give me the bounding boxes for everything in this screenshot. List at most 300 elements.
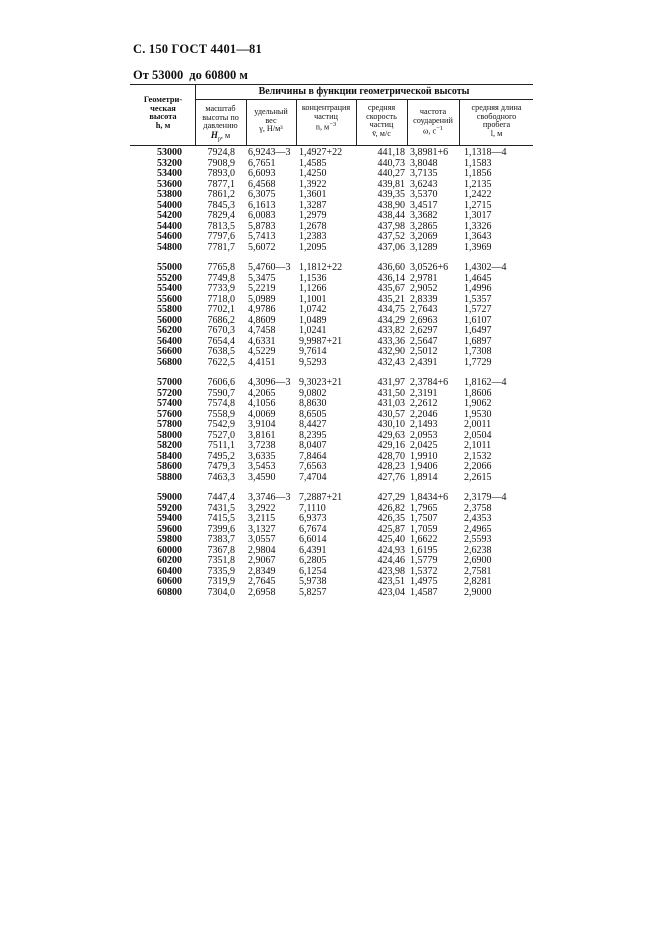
column-specific-weight <box>248 148 296 598</box>
table-cell: 1,1856 <box>464 168 492 179</box>
table-cell: 1,7507 <box>410 513 438 524</box>
table-cell: 7367,8 <box>207 544 235 556</box>
table-cell: 1,6195 <box>410 544 438 556</box>
table-cell: 6,6093 <box>248 168 276 179</box>
table-cell: 1,9910 <box>410 450 438 462</box>
table-cell: 1,1583 <box>464 157 492 169</box>
table-cell: 431,03 <box>377 398 405 409</box>
header-mean-particle-speed: средняя скорость частиц v̄, м/с <box>366 103 397 138</box>
table-cell: 58400 <box>157 450 182 462</box>
table-cell: 1,3922 <box>299 178 327 190</box>
table-cell: 423,51 <box>377 576 405 587</box>
table-cell: 1,2715 <box>464 199 492 211</box>
table-cell: 1,1001 <box>299 293 327 305</box>
table-cell: 6,9373 <box>299 513 327 524</box>
table-cell: 5,3475 <box>248 272 276 284</box>
table-cell: 1,7965 <box>410 502 438 514</box>
table-cell: 57800 <box>157 419 182 430</box>
table-cell: 7319,9 <box>207 576 235 587</box>
table-cell: 7527,0 <box>207 429 235 441</box>
table-cell: 2,2066 <box>464 461 492 472</box>
table-cell: 7765,8 <box>207 262 235 273</box>
table-cell: 59400 <box>157 513 182 524</box>
table-cell: 55600 <box>157 293 182 305</box>
table-cell: 2,6297 <box>410 325 438 336</box>
table-cell: 56400 <box>157 335 182 347</box>
table-cell: 1,9062 <box>464 398 492 409</box>
table-cell: 7924,8 <box>207 147 235 158</box>
table-cell: 2,9000 <box>464 586 492 598</box>
table-cell: 2,6238 <box>464 544 492 556</box>
table-cell: 432,90 <box>377 346 405 357</box>
table-cell: 1,3643 <box>464 231 492 242</box>
table-cell: 3,3746—3 <box>248 492 291 503</box>
table-cell: 60600 <box>157 576 182 587</box>
table-cell: 424,93 <box>377 544 405 556</box>
table-cell: 2,6900 <box>464 555 492 566</box>
table-cell: 7606,6 <box>207 377 235 388</box>
table-cell: 1,5779 <box>410 555 438 566</box>
table-cell: 2,9804 <box>248 544 276 556</box>
table-cell: 9,5293 <box>299 356 327 368</box>
table-cell: 1,7059 <box>410 523 438 535</box>
table-cell: 55000 <box>157 262 182 273</box>
table-cell: 54000 <box>157 199 182 211</box>
table-cell: 2,7645 <box>248 576 276 587</box>
table-cell: 7431,5 <box>207 502 235 514</box>
table-cell: 2,1532 <box>464 450 492 462</box>
table-cell: 7,4704 <box>299 471 327 483</box>
header-mean-free-path: средняя длина свободного пробега l, м <box>471 103 522 138</box>
column-mean-free-path <box>464 148 522 598</box>
table-cell: 425,87 <box>377 523 405 535</box>
table-cell: 3,5453 <box>248 461 276 472</box>
table-cell: 7781,7 <box>207 241 235 253</box>
table-cell: 439,35 <box>377 189 405 200</box>
table-cell: 2,5593 <box>464 534 492 545</box>
table-cell: 7351,8 <box>207 555 235 566</box>
table-cell: 7447,4 <box>207 492 235 503</box>
table-cell: 1,3326 <box>464 220 492 232</box>
table-cell: 2,3758 <box>464 502 492 514</box>
table-cell: 7797,6 <box>207 231 235 242</box>
table-cell: 60400 <box>157 565 182 577</box>
table-cell: 60000 <box>157 544 182 556</box>
table-cell: 7718,0 <box>207 293 235 305</box>
table-cell: 55400 <box>157 283 182 294</box>
table-cell: 4,8609 <box>248 314 276 326</box>
table-cell: 1,4975 <box>410 576 438 587</box>
header-specific-weight: удельный вес γ, Н/м³ <box>254 107 288 134</box>
table-cell: 7702,1 <box>207 304 235 315</box>
table-cell: 2,8349 <box>248 565 276 577</box>
range-to: до 60800 м <box>189 68 248 82</box>
table-cell: 4,0069 <box>248 408 276 420</box>
table-cell: 5,0989 <box>248 293 276 305</box>
table-cell: 1,2383 <box>299 231 327 242</box>
column-altitude <box>154 148 182 598</box>
table-cell: 5,8257 <box>299 586 327 598</box>
table-cell: 441,18 <box>377 147 405 158</box>
table-cell: 7749,8 <box>207 272 235 284</box>
table-cell: 1,6622 <box>410 534 438 545</box>
table-cell: 2,9067 <box>248 555 276 566</box>
table-cell: 6,4568 <box>248 178 276 190</box>
table-cell: 430,57 <box>377 408 405 420</box>
table-cell: 7495,2 <box>207 450 235 462</box>
table-cell: 7,8464 <box>299 450 327 462</box>
table-cell: 437,98 <box>377 220 405 232</box>
header-collision-frequency: частота соударений ω, $с^{-1}$ <box>413 107 453 136</box>
table-cell: 1,8606 <box>464 387 492 399</box>
table-cell: 4,5229 <box>248 346 276 357</box>
table-cell: 7670,3 <box>207 325 235 336</box>
table-cell: 2,8339 <box>410 293 438 305</box>
table-cell: 4,4151 <box>248 356 276 368</box>
table-cell: 58200 <box>157 440 182 451</box>
table-cell: 6,4391 <box>299 544 327 556</box>
header-pressure-scale-height: масштаб высоты по давлению $H_p$, м <box>202 104 239 143</box>
table-cell: 435,21 <box>377 293 405 305</box>
table-cell: 431,50 <box>377 387 405 399</box>
table-cell: 1,0489 <box>299 314 327 326</box>
table-cell: 1,4927+22 <box>299 147 343 158</box>
table-cell: 7304,0 <box>207 586 235 598</box>
table-cell: 1,6497 <box>464 325 492 336</box>
table-cell: 437,06 <box>377 241 405 253</box>
table-cell: 7558,9 <box>207 408 235 420</box>
table-cell: 3,8161 <box>248 429 276 441</box>
table-cell: 2,2046 <box>410 408 438 420</box>
table-cell: 54800 <box>157 241 182 253</box>
table-cell: 1,4302—4 <box>464 262 507 273</box>
table-cell: 54600 <box>157 231 182 242</box>
table-cell: 3,2069 <box>410 231 438 242</box>
table-cell: 1,4587 <box>410 586 438 598</box>
table-cell: 1,7308 <box>464 346 492 357</box>
table-cell: 3,2115 <box>248 513 276 524</box>
table-cell: 7,2887+21 <box>299 492 343 503</box>
table-cell: 1,6107 <box>464 314 492 326</box>
table-cell: 1,0742 <box>299 304 327 315</box>
table-cell: 1,3601 <box>299 189 327 200</box>
table-cell: 433,36 <box>377 335 405 347</box>
table-cell: 7399,6 <box>207 523 235 535</box>
table-cell: 435,67 <box>377 283 405 294</box>
table-cell: 3,6335 <box>248 450 276 462</box>
table-cell: 7622,5 <box>207 356 235 368</box>
table-cell: 2,6963 <box>410 314 438 326</box>
table-cell: 1,5727 <box>464 304 492 315</box>
table-cell: 428,23 <box>377 461 405 472</box>
table-cell: 1,1812+22 <box>299 262 343 273</box>
table-cell: 2,3179—4 <box>464 492 507 503</box>
table-cell: 1,2095 <box>299 241 327 253</box>
table-cell: 6,6014 <box>299 534 327 545</box>
table-cell: 6,0083 <box>248 210 276 221</box>
table-cell: 3,1327 <box>248 523 276 535</box>
table-cell: 7,1110 <box>299 502 326 514</box>
table-cell: 7511,1 <box>207 440 235 451</box>
table-cell: 7908,9 <box>207 157 235 169</box>
page-header: С. 150 ГОСТ 4401—81 <box>133 42 262 56</box>
table-cell: 2,5647 <box>410 335 438 347</box>
table-cell: 1,4585 <box>299 157 327 169</box>
table-cell: 53600 <box>157 178 182 190</box>
table-cell: 6,9243—3 <box>248 147 291 158</box>
table-cell: 2,2615 <box>464 471 492 483</box>
table-cell: 2,2612 <box>410 398 438 409</box>
table-cell: 1,1266 <box>299 283 327 294</box>
table-cell: 2,9781 <box>410 272 438 284</box>
table-cell: 53000 <box>157 147 182 158</box>
table-cell: 2,1011 <box>464 440 492 451</box>
table-cell: 9,7614 <box>299 346 327 357</box>
table-cell: 3,0526+6 <box>410 262 449 273</box>
table-cell: 6,2805 <box>299 555 327 566</box>
table-cell: 7733,9 <box>207 283 235 294</box>
range-from: От 53000 <box>133 68 184 82</box>
table-cell: 437,52 <box>377 231 405 242</box>
table-cell: 1,4996 <box>464 283 492 294</box>
table-cell: 1,2979 <box>299 210 327 221</box>
table-cell: 1,5372 <box>410 565 438 577</box>
table-cell: 2,0011 <box>464 419 492 430</box>
table-cell: 2,4965 <box>464 523 492 535</box>
table-cell: 1,8434+6 <box>410 492 449 503</box>
table-cell: 4,1056 <box>248 398 276 409</box>
table-cell: 429,16 <box>377 440 405 451</box>
table-cell: 58800 <box>157 471 182 483</box>
table-cell: 57600 <box>157 408 182 420</box>
table-cell: 423,04 <box>377 586 405 598</box>
table-cell: 7861,2 <box>207 189 235 200</box>
table-cell: 2,7581 <box>464 565 492 577</box>
table-cell: 431,97 <box>377 377 405 388</box>
table-cell: 427,29 <box>377 492 405 503</box>
table-cell: 2,1493 <box>410 419 438 430</box>
table-cell: 2,0953 <box>410 429 438 441</box>
table-cell: 60800 <box>157 586 182 598</box>
table-cell: 8,0407 <box>299 440 327 451</box>
table-cell: 59600 <box>157 523 182 535</box>
table-cell: 59200 <box>157 502 182 514</box>
table-cell: 6,1254 <box>299 565 327 577</box>
table-cell: 2,5012 <box>410 346 438 357</box>
table-cell: 2,8281 <box>464 576 492 587</box>
table-cell: 2,4353 <box>464 513 492 524</box>
table-cell: 7813,5 <box>207 220 235 232</box>
table-cell: 1,3287 <box>299 199 327 211</box>
table-cell: 425,40 <box>377 534 405 545</box>
table-cell: 4,3096—3 <box>248 377 291 388</box>
table-cell: 6,7651 <box>248 157 276 169</box>
table-cell: 7479,3 <box>207 461 235 472</box>
table-cell: 3,5370 <box>410 189 438 200</box>
altitude-range <box>133 68 248 83</box>
table-cell: 438,44 <box>377 210 405 221</box>
table-cell: 5,7413 <box>248 231 276 242</box>
table-cell: 6,3075 <box>248 189 276 200</box>
table-cell: 7638,5 <box>207 346 235 357</box>
table-cell: 3,1289 <box>410 241 438 253</box>
table-cell: 5,2219 <box>248 283 276 294</box>
table-cell: 1,4645 <box>464 272 492 284</box>
table-cell: 56000 <box>157 314 182 326</box>
table-cell: 2,3191 <box>410 387 438 399</box>
table-cell: 5,9738 <box>299 576 327 587</box>
table-header-bottom-rule <box>130 145 533 146</box>
table-cell: 9,9987+21 <box>299 335 343 347</box>
table-cell: 438,90 <box>377 199 405 211</box>
table-cell: 3,2865 <box>410 220 438 232</box>
table-cell: 1,4250 <box>299 168 327 179</box>
table-cell: 3,3682 <box>410 210 438 221</box>
table-cell: 57000 <box>157 377 182 388</box>
table-cell: 7893,0 <box>207 168 235 179</box>
table-cell: 3,7238 <box>248 440 276 451</box>
table-cell: 55200 <box>157 272 182 284</box>
table-cell: 5,4760—3 <box>248 262 291 273</box>
column-concentration <box>299 148 355 598</box>
table-cell: 55800 <box>157 304 182 315</box>
table-cell: 440,27 <box>377 168 405 179</box>
table-cell: 436,14 <box>377 272 405 284</box>
table-cell: 434,29 <box>377 314 405 326</box>
table-cell: 3,0557 <box>248 534 276 545</box>
table-cell: 57400 <box>157 398 182 409</box>
table-cell: 3,8048 <box>410 157 438 169</box>
table-cell: 436,60 <box>377 262 405 273</box>
table-cell: 7542,9 <box>207 419 235 430</box>
table-cell: 1,2678 <box>299 220 327 232</box>
table-cell: 433,82 <box>377 325 405 336</box>
table-cell: 2,6958 <box>248 586 276 598</box>
table-cell: 7654,4 <box>207 335 235 347</box>
table-cell: 428,70 <box>377 450 405 462</box>
table-cell: 3,7135 <box>410 168 438 179</box>
table-cell: 6,1613 <box>248 199 276 211</box>
table-cell: 60200 <box>157 555 182 566</box>
table-cell: 8,8630 <box>299 398 327 409</box>
table-cell: 427,76 <box>377 471 405 483</box>
table-cell: 439,81 <box>377 178 405 190</box>
table-cell: 7383,7 <box>207 534 235 545</box>
table-cell: 4,9786 <box>248 304 276 315</box>
table-cell: 59800 <box>157 534 182 545</box>
table-cell: 2,0425 <box>410 440 438 451</box>
table-cell: 57200 <box>157 387 182 399</box>
table-cell: 1,9530 <box>464 408 492 420</box>
column-collision-frequency <box>410 148 462 598</box>
table-cell: 7877,1 <box>207 178 235 190</box>
table-cell: 8,6505 <box>299 408 327 420</box>
table-cell: 2,0504 <box>464 429 492 441</box>
table-cell: 3,9104 <box>248 419 276 430</box>
table-cell: 432,43 <box>377 356 405 368</box>
table-cell: 426,35 <box>377 513 405 524</box>
table-cell: 7335,9 <box>207 565 235 577</box>
table-cell: 59000 <box>157 492 182 503</box>
table-cell: 429,63 <box>377 429 405 441</box>
table-cell: 53800 <box>157 189 182 200</box>
table-cell: 8,2395 <box>299 429 327 441</box>
table-cell: 1,1536 <box>299 272 327 284</box>
header-particle-concentration: концентрация частиц n, $м^{-3}$ <box>301 103 351 132</box>
column-mean-speed <box>360 148 405 598</box>
table-cell: 1,3017 <box>464 210 492 221</box>
table-cell: 7574,8 <box>207 398 235 409</box>
table-cell: 1,8914 <box>410 471 438 483</box>
table-cell: 424,46 <box>377 555 405 566</box>
table-cell: 2,9052 <box>410 283 438 294</box>
table-cell: 54400 <box>157 220 182 232</box>
table-cell: 56600 <box>157 346 182 357</box>
table-cell: 5,8783 <box>248 220 276 232</box>
table-cell: 3,4590 <box>248 471 276 483</box>
table-cell: 54200 <box>157 210 182 221</box>
table-cell: 56200 <box>157 325 182 336</box>
table-cell: 4,7458 <box>248 325 276 336</box>
table-cell: 3,6243 <box>410 178 438 190</box>
table-cell: 2,3784+6 <box>410 377 449 388</box>
table-cell: 2,4391 <box>410 356 438 368</box>
table-cell: 7415,5 <box>207 513 235 524</box>
table-cell: 430,10 <box>377 419 405 430</box>
table-cell: 4,6331 <box>248 335 276 347</box>
table-cell: 5,6072 <box>248 241 276 253</box>
table-cell: 423,98 <box>377 565 405 577</box>
table-cell: 53200 <box>157 157 182 169</box>
table-cell: 7686,2 <box>207 314 235 326</box>
table-cell: 9,3023+21 <box>299 377 343 388</box>
table-cell: 7,6563 <box>299 461 327 472</box>
table-cell: 1,9406 <box>410 461 438 472</box>
table-cell: 1,6897 <box>464 335 492 347</box>
table-cell: 58600 <box>157 461 182 472</box>
table-cell: 1,1318—4 <box>464 147 507 158</box>
table-cell: 58000 <box>157 429 182 441</box>
table-cell: 6,7674 <box>299 523 327 535</box>
table-cell: 7463,3 <box>207 471 235 483</box>
table-cell: 426,82 <box>377 502 405 514</box>
table-cell: 2,7643 <box>410 304 438 315</box>
table-cell: 1,7729 <box>464 356 492 368</box>
table-cell: 440,73 <box>377 157 405 169</box>
table-cell: 53400 <box>157 168 182 179</box>
table-cell: 56800 <box>157 356 182 368</box>
table-cell: 7845,3 <box>207 199 235 211</box>
header-geometric-altitude: Геометри- ческая высота h, м <box>143 95 183 130</box>
table-cell: 1,2422 <box>464 189 492 200</box>
table-cell: 1,3969 <box>464 241 492 253</box>
table-cell: 7590,7 <box>207 387 235 399</box>
table-cell: 1,0241 <box>299 325 327 336</box>
table-cell: 9,0802 <box>299 387 327 399</box>
table-cell: 3,2922 <box>248 502 276 514</box>
table-cell: 1,8162—4 <box>464 377 507 388</box>
table-cell: 4,2065 <box>248 387 276 399</box>
column-pressure-scale-height <box>197 148 235 598</box>
table-cell: 434,75 <box>377 304 405 315</box>
table-cell: 8,4427 <box>299 419 327 430</box>
table-cell: 1,5357 <box>464 293 492 305</box>
table-cell: 3,8981+6 <box>410 147 449 158</box>
table-span-title: Величины в функции геометрической высоты <box>258 86 470 97</box>
table-cell: 1,2135 <box>464 178 492 190</box>
table-cell: 7829,4 <box>207 210 235 221</box>
table-cell: 3,4517 <box>410 199 438 211</box>
